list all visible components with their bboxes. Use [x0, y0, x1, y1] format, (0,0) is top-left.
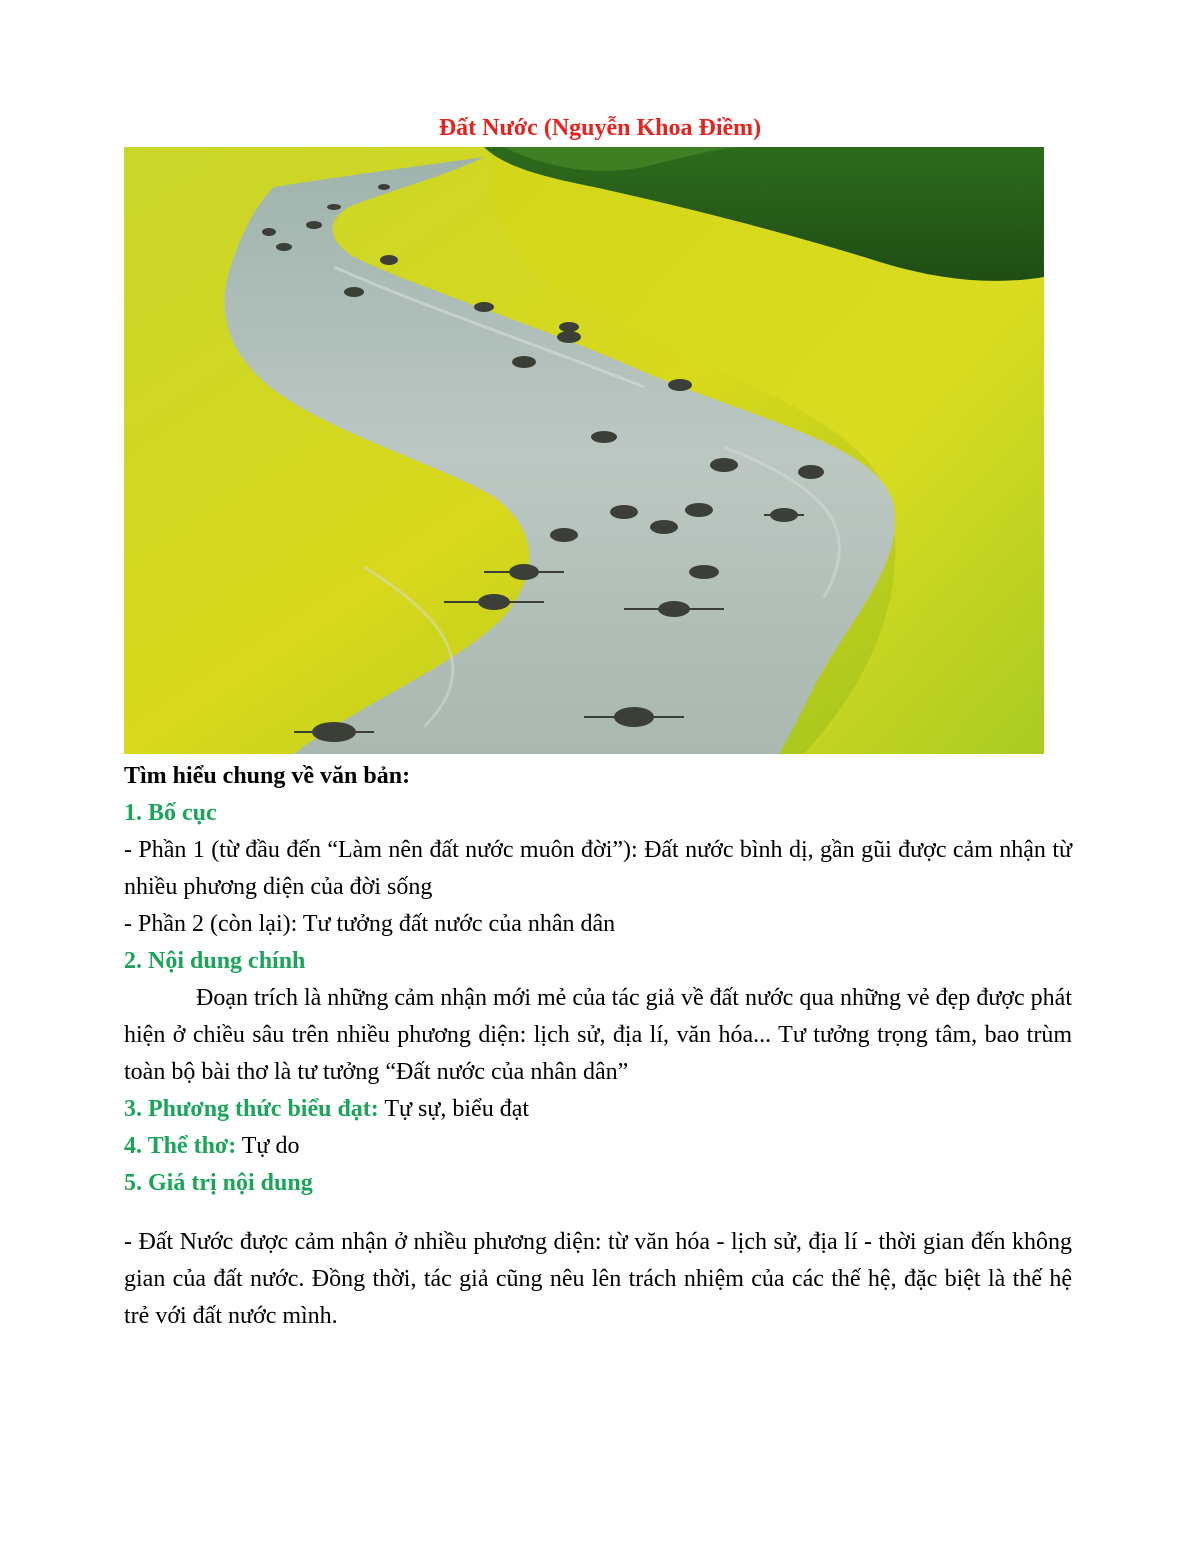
the-tho-value: Tự do [236, 1133, 300, 1159]
intro-heading: Tìm hiểu chung về văn bản: [124, 763, 411, 789]
bo-cuc-item: - Phần 2 (còn lại): Tư tưởng đất nước của nhân dân [124, 911, 616, 937]
bo-cuc-item: - Phần 1 (từ đầu đến “Làm nên đất nước muôn đời”): Đất nước bình dị, gần gũi được cảm nhận từ nhiều phương diện của đời sống [124, 837, 1072, 900]
section-heading-gia-tri: 5. Giá trị nội dung [124, 1170, 313, 1196]
phuong-thuc-line [124, 1091, 1072, 1128]
section-heading-phuong-thuc: 3. Phương thức biểu đạt: [124, 1096, 379, 1122]
document-body [124, 758, 1072, 1335]
the-tho-line [124, 1128, 1072, 1165]
rice-field-river-photo [124, 147, 1044, 754]
phuong-thuc-value: Tự sự, biểu đạt [378, 1096, 530, 1122]
section-heading-bo-cuc: 1. Bố cục [124, 800, 217, 826]
spacer [124, 1202, 1072, 1224]
gia-tri-paragraph: - Đất Nước được cảm nhận ở nhiều phương diện: từ văn hóa - lịch sử, địa lí - thời gian đến không gian của đất nước. Đồng thời, tác giả cũng nêu lên trách nhiệm của các thế hệ, đặc biệt là thế hệ trẻ với đất nước mình. [124, 1229, 1072, 1329]
section-heading-the-tho: 4. Thể thơ: [124, 1133, 237, 1159]
noi-dung-chinh-paragraph: Đoạn trích là những cảm nhận mới mẻ của tác giả về đất nước qua những vẻ đẹp được phát hiện ở chiều sâu trên nhiều phương diện: lịch sử, địa lí, văn hóa... Tư tưởng trọng tâm, bao trùm toàn bộ bài thơ là tư tưởng “Đất nước của nhân dân” [124, 985, 1072, 1085]
document-title: Đất Nước (Nguyễn Khoa Điềm) [438, 115, 762, 141]
section-heading-noi-dung-chinh: 2. Nội dung chính [124, 948, 306, 974]
